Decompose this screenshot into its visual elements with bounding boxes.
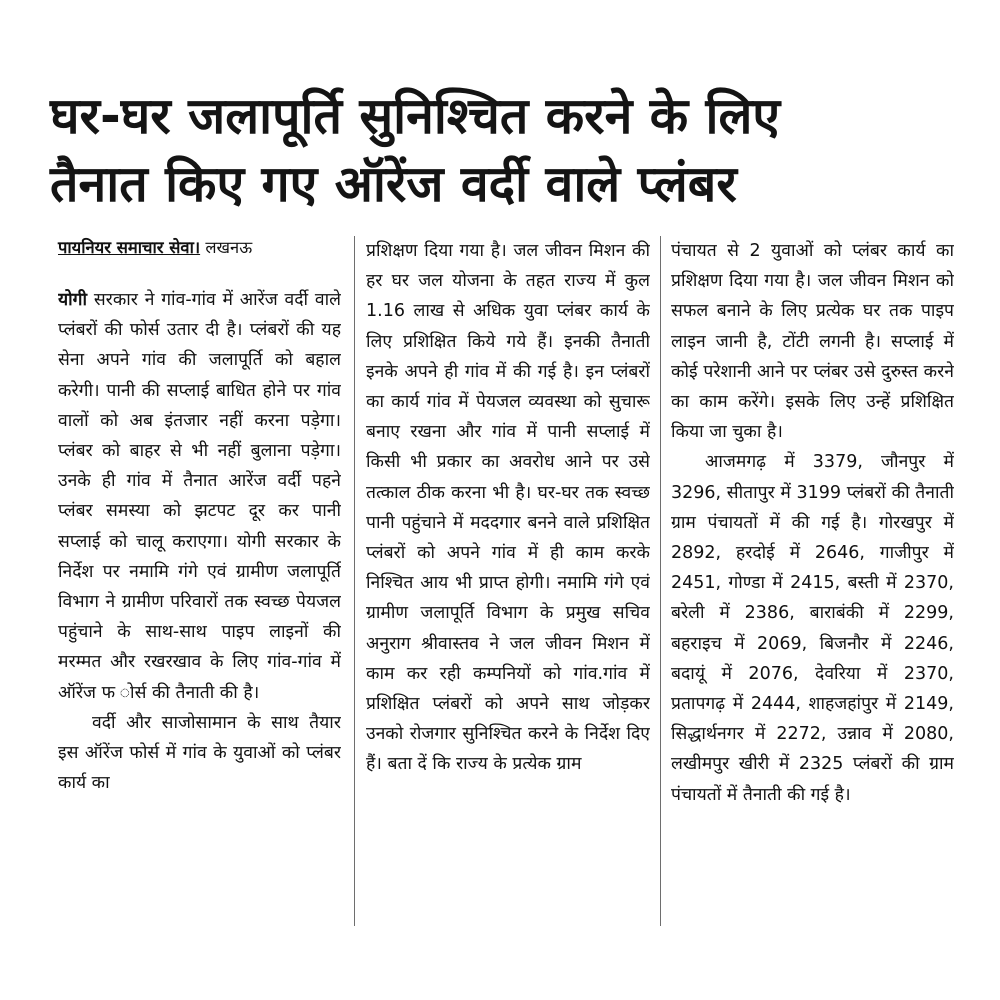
- article-paragraph: आजमगढ़ में 3379, जौनपुर में 3296, सीतापुर में 3199 प्लंबरों की तैनाती ग्राम पंचायतों में की गई है। गोरखपुर में 2892, हरदोई में 2646, गाजीपुर में 2451, गोण्डा में 2415, बस्ती में 2370, बरेली में 2386, बाराबंकी में 2299, बहराइच में 2069, बिजनौर में 2246, बदायूं में 2076, देवरिया में 2370, प्रतापगढ़ में 2444, शाहजहांपुर में 2149, सिद्धार्थनगर में 2272, उन्नाव में 2080, लखीमपुर खीरी में 2325 प्लंबरों की ग्राम पंचायतों में तैनाती की गई है।: [671, 452, 954, 805]
- byline: [58, 236, 252, 260]
- column-divider: [354, 236, 355, 926]
- headline-line-2: तैनात किए गए ऑरेंज वर्दी वाले प्लंबर: [50, 155, 737, 213]
- headline-line-1: घर-घर जलापूर्ति सुनिश्चित करने के लिए: [50, 87, 781, 145]
- article-paragraph: वर्दी और साजोसामान के साथ तैयार इस ऑरेंज फोर्स में गांव के युवाओं को प्लंबर कार्य का: [58, 712, 341, 794]
- article-paragraph: [58, 285, 341, 708]
- article-paragraph: पंचायत से 2 युवाओं को प्लंबर कार्य का प्रशिक्षण दिया गया है। जल जीवन मिशन को सफल बनाने के लिए प्रत्येक घर तक पाइप लाइन जानी है, टोंटी लगनी है। सप्लाई में कोई परेशानी आने पर प्लंबर उसे दुरुस्त करने का काम करेंगे। इसके लिए उन्हें प्रशिक्षित किया जा चुका है।: [671, 241, 954, 443]
- article-column-1: [58, 285, 341, 975]
- article-paragraph: प्रशिक्षण दिया गया है। जल जीवन मिशन की हर घर जल योजना के तहत राज्य में कुल 1.16 लाख से अधिक युवा प्लंबर कार्य के लिए प्रशिक्षित किये गये हैं। इनकी तैनाती इनके अपने ही गांव में की गई है। इन प्लंबरों का कार्य गांव में पेयजल व्यवस्था को सुचारू बनाए रखना और गांव में पानी सप्लाई में किसी भी प्रकार का अवरोध आने पर उसे तत्काल ठीक करना भी है। घर-घर तक स्वच्छ पानी पहुंचाने में मददगार बनने वाले प्रशिक्षित प्लंबरों को अपने गांव में ही काम करके निश्चित आय भी प्राप्त होगी। नमामि गंगे एवं ग्रामीण जलापूर्ति विभाग के प्रमुख सचिव अनुराग श्रीवास्तव ने जल जीवन मिशन में काम कर रही कम्पनियों को गांव.गांव में प्रशिक्षित प्लंबरों को अपने साथ जोड़कर उनको रोजगार सुनिश्चित करने के निर्देश दिए हैं। बता दें कि राज्य के प्रत्येक ग्राम: [366, 241, 650, 775]
- headline: [50, 82, 970, 218]
- paragraph-text: सरकार ने गांव-गांव में आरेंज वर्दी वाले प्लंबरों की फोर्स उतार दी है। प्लंबरों की यह सेना अपने गांव की जलापूर्ति को बहाल करेगी। पानी की सप्लाई बाधित होने पर गांव वालों को अब इंतजार नहीं करना पड़ेगा। प्लंबर को बाहर से भी नहीं बुलाना पड़ेगा। उनके ही गांव में तैनात आरेंज वर्दी पहने प्लंबर समस्या को झटपट दूर कर पानी सप्लाई को चालू कराएगा। योगी सरकार के निर्देश पर नमामि गंगे एवं ग्रामीण जलापूर्ति विभाग ने ग्रामीण परिवारों तक स्वच्छ पेयजल पहुंचाने के साथ-साथ पाइप लाइनों की मरम्मत और रखरखाव के लिए गांव-गांव में ऑरेंज फ ोर्स की तैनाती की है।: [58, 290, 341, 703]
- article-column-2: [366, 236, 650, 926]
- lead-word: योगी: [58, 290, 88, 310]
- column-divider: [660, 236, 661, 926]
- byline-location: लखनऊ: [205, 238, 253, 257]
- article-column-3: [671, 236, 954, 926]
- byline-agency: पायनियर समाचार सेवा।: [58, 238, 201, 257]
